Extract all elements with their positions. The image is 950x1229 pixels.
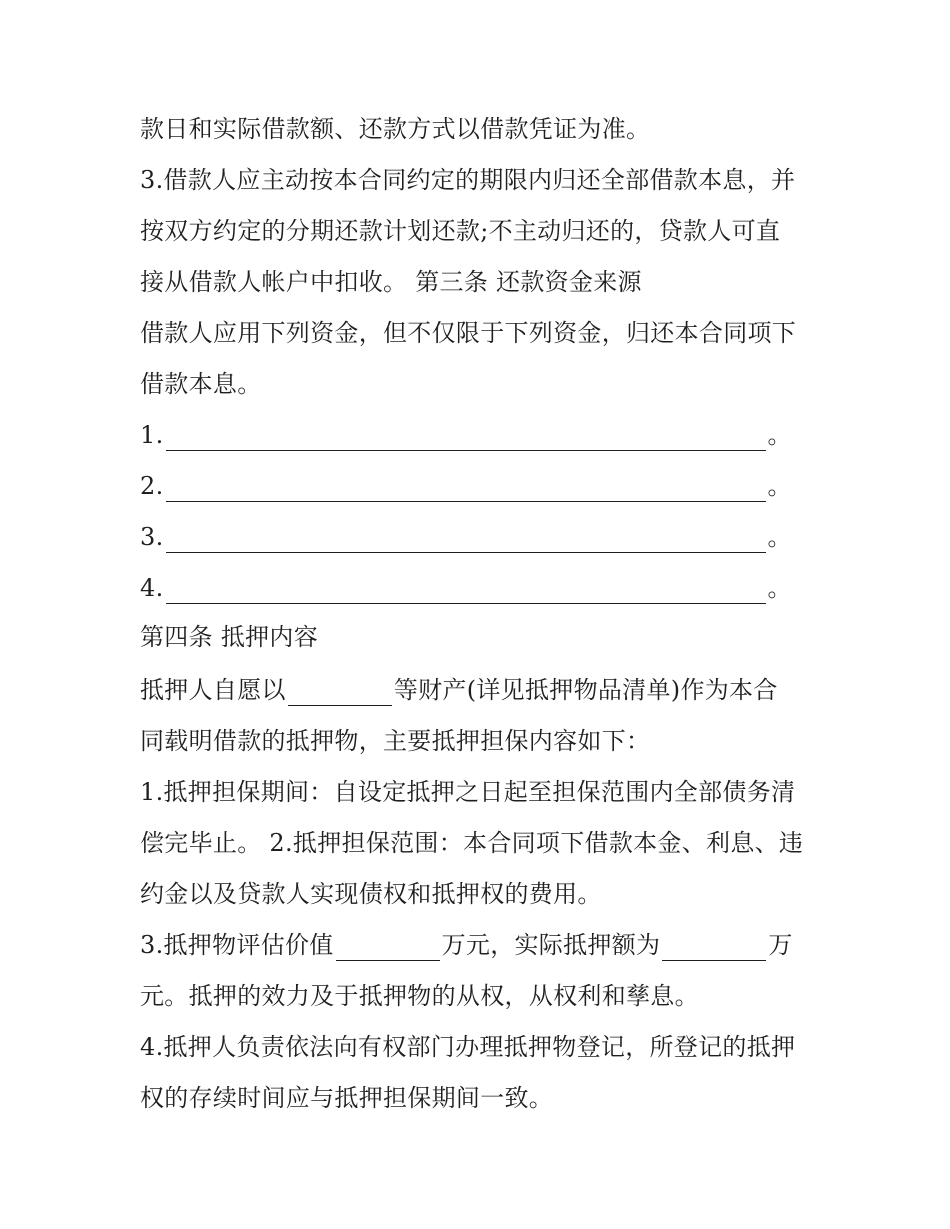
- fund-source-3-blank: [166, 526, 766, 553]
- text-line-2: 3.借款人应主动按本合同约定的期限内归还全部借款本息，并: [140, 166, 796, 194]
- fund-source-1-end: 。: [767, 421, 792, 449]
- article-4-title: 第四条 抵押内容: [140, 623, 319, 651]
- fund-source-3-number: 3.: [140, 523, 164, 551]
- clause-4-line-2: 权的存续时间应与抵押担保期间一致。: [140, 1084, 554, 1112]
- mortgage-property-blank: [288, 679, 392, 706]
- text-line-3: 按双方约定的分期还款计划还款;不主动归还的，贷款人可直: [140, 217, 781, 245]
- fund-source-2: [140, 470, 792, 502]
- clause-3-text-c: 万: [768, 931, 793, 959]
- appraisal-value-blank: [336, 934, 440, 961]
- fund-source-2-end: 。: [767, 472, 792, 500]
- mortgage-amount-blank: [662, 934, 766, 961]
- clause-1-line-1: 1.抵押担保期间：自设定抵押之日起至担保范围内全部债务清: [140, 778, 796, 806]
- mortgage-intro-line-1: [140, 674, 778, 706]
- fund-source-2-blank: [166, 475, 766, 502]
- mortgage-intro-line-2: 同载明借款的抵押物，主要抵押担保内容如下：: [140, 727, 651, 755]
- fund-source-1-blank: [166, 424, 766, 451]
- fund-source-3-end: 。: [767, 523, 792, 551]
- text-line-1: 款日和实际借款额、还款方式以借款凭证为准。: [140, 115, 651, 143]
- fund-source-4-blank: [166, 577, 766, 604]
- clause-3-line-2: 元。抵押的效力及于抵押物的从权，从权利和孳息。: [140, 982, 699, 1010]
- text-line-6: 借款本息。: [140, 370, 262, 398]
- fund-source-4-end: 。: [767, 574, 792, 602]
- fund-source-4-number: 4.: [140, 574, 164, 602]
- fund-source-1-number: 1.: [140, 421, 164, 449]
- text-line-5: 借款人应用下列资金，但不仅限于下列资金，归还本合同项下: [140, 319, 797, 347]
- clause-2-line-2: 约金以及贷款人实现债权和抵押权的费用。: [140, 880, 602, 908]
- fund-source-4: [140, 572, 792, 604]
- fund-source-1: [140, 419, 792, 451]
- mortgage-intro-text-b: 等财产(详见抵押物品清单)作为本合: [393, 676, 778, 704]
- mortgage-intro-text-a: 抵押人自愿以: [140, 676, 286, 704]
- clause-3-line-1: [140, 929, 793, 961]
- clause-3-text-b: 万元，实际抵押额为: [441, 931, 661, 959]
- clause-3-text-a: 3.抵押物评估价值: [140, 931, 334, 959]
- clause-1-line-2: 偿完毕止。 2.抵押担保范围：本合同项下借款本金、利息、违: [140, 829, 804, 857]
- fund-source-3: [140, 521, 792, 553]
- text-line-4: 接从借款人帐户中扣收。 第三条 还款资金来源: [140, 268, 642, 296]
- fund-source-2-number: 2.: [140, 472, 164, 500]
- clause-4-line-1: 4.抵押人负责依法向有权部门办理抵押物登记，所登记的抵押: [140, 1033, 796, 1061]
